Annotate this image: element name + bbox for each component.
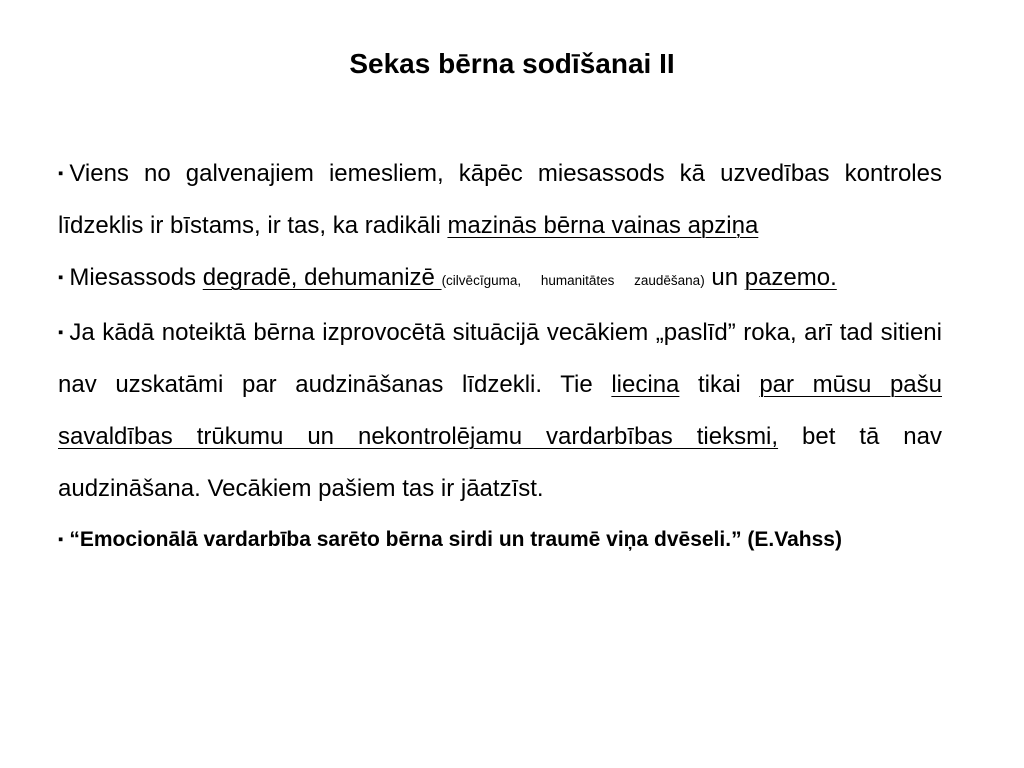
bullet-2-underlined-text-2: pazemo. (744, 264, 837, 291)
bullet-1-text: Viens no galvenajiem iemesliem, kāpēc miesassods kā uzvedības kontroles līdzeklis ir bīstams, ir tas, ka radikāli (58, 160, 942, 239)
bullet-2-text-2: un (704, 264, 745, 291)
square-bullet-icon: ▪ (58, 165, 64, 182)
bullet-2-underlined-text: degradē, dehumanizē (202, 264, 442, 291)
bullet-3-text-2: tikai (679, 371, 760, 398)
slide-title: Sekas bērna sodīšanai II (349, 48, 675, 79)
bullet-item-4-quote (58, 515, 942, 565)
bullet-3-text: Ja kādā noteiktā bērna izprovocētā situācijā vecākiem „paslīd” roka, arī tad sitieni nav uzskatāmi par audzināšanas līdzekli. Tie (58, 319, 942, 398)
bullet-item-1 (58, 148, 942, 252)
bullet-3-text-3: bet tā nav audzināšana. Vecākiem pašiem tas ir jāatzīst. (58, 423, 942, 502)
quote-text: “Emocionālā vardarbība sarēto bērna sirdi un traumē viņa dvēseli.” (E.Vahss) (69, 528, 842, 551)
square-bullet-icon: ▪ (58, 269, 64, 286)
bullet-3-underlined-text-2: par mūsu pašu savaldības trūkumu un nekontrolējamu vardarbības tieksmi, (58, 371, 942, 450)
square-bullet-icon: ▪ (58, 324, 64, 341)
bullet-2-small-note: (cilvēcīguma, humanitātes zaudēšana) (441, 273, 705, 288)
bullet-3-underlined-text: liecina (611, 371, 680, 398)
bullet-2-text: Miesassods (69, 264, 203, 291)
slide-body (58, 148, 942, 565)
square-bullet-icon: ▪ (58, 531, 64, 548)
bullet-1-underlined-text: mazinās bērna vainas apziņa (447, 212, 759, 239)
bullet-item-2 (58, 252, 942, 307)
bullet-item-3 (58, 307, 942, 515)
